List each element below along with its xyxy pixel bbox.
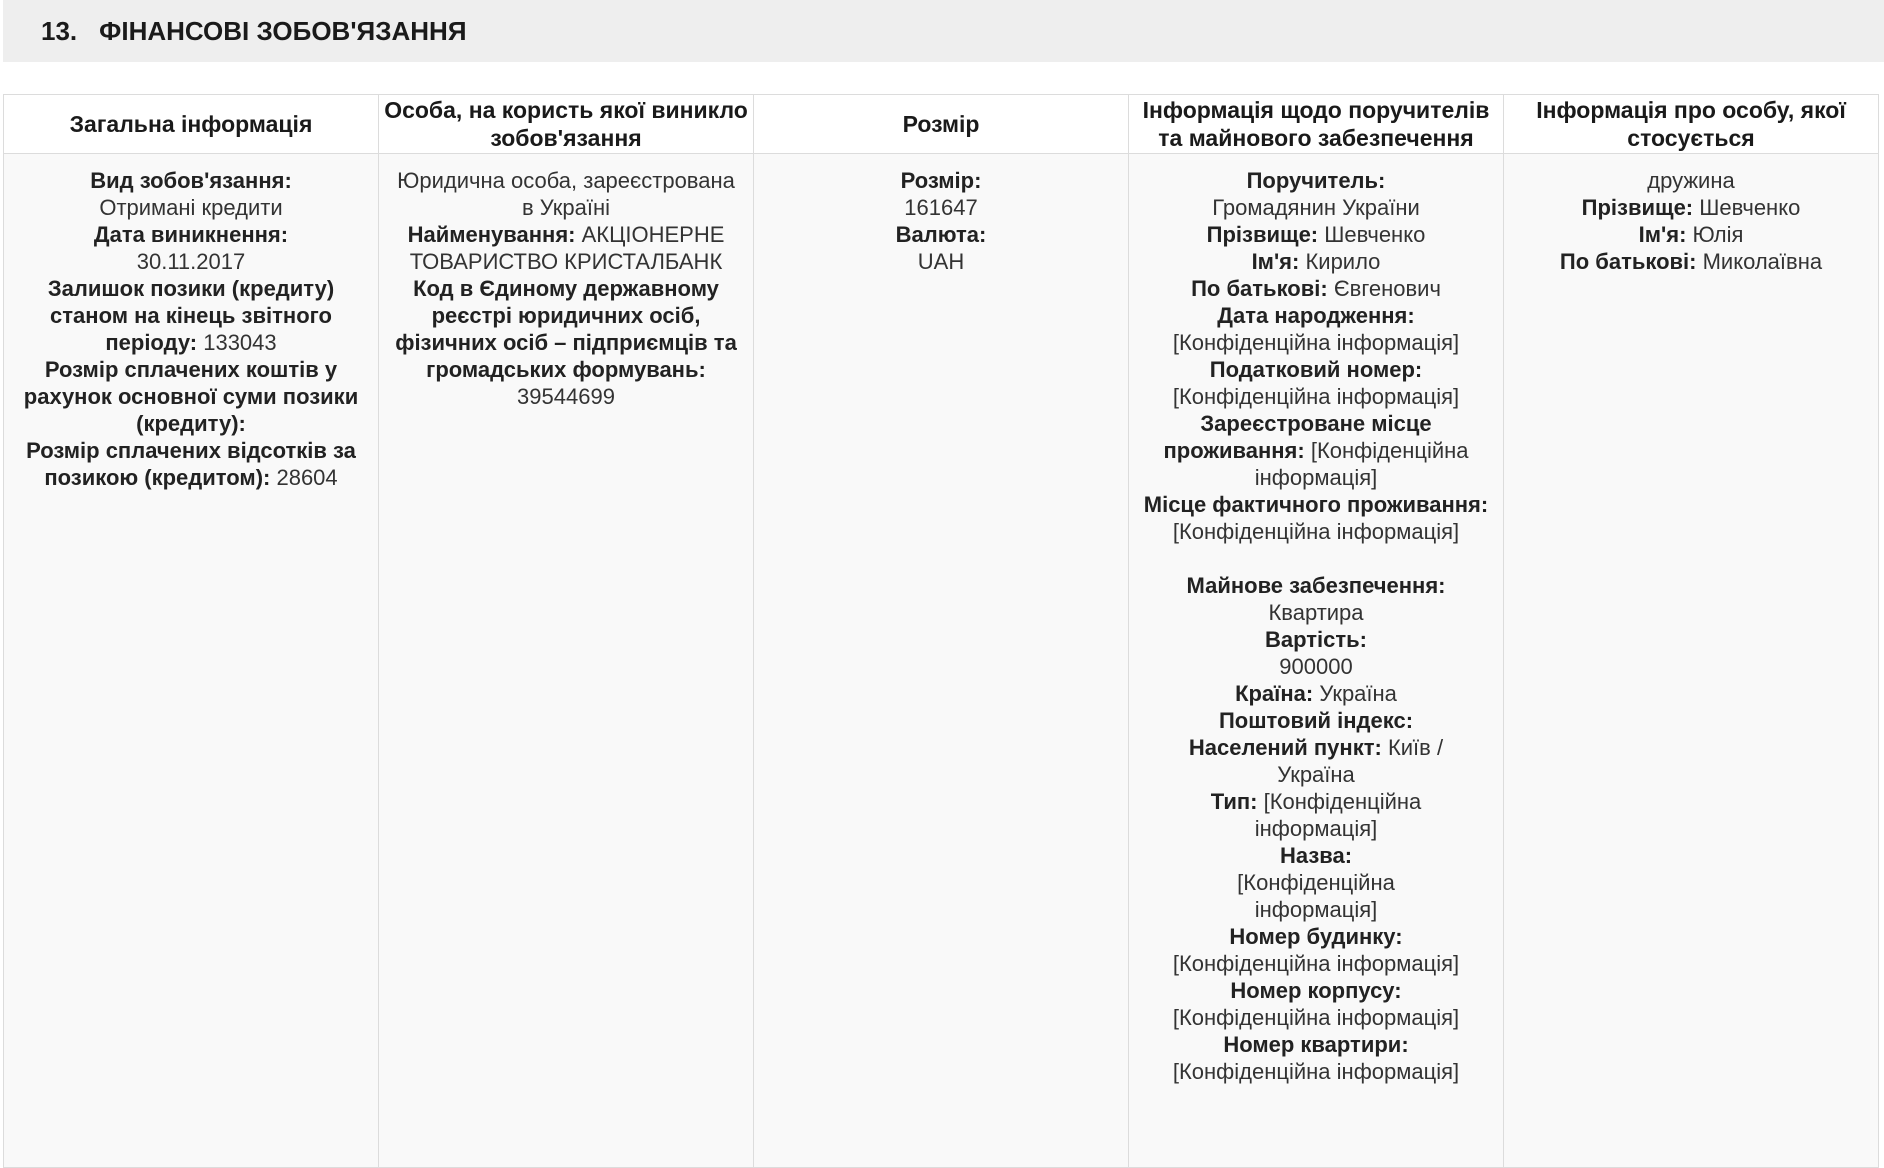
postal-code-label: Поштовий індекс:	[1218, 708, 1414, 733]
obligation-type-label: Вид зобов'язання:	[90, 168, 292, 193]
collateral-cost-label: Вартість:	[1264, 627, 1368, 652]
actual-address-label: Місце фактичного проживання:	[1143, 492, 1489, 517]
house-number-label: Номер будинку:	[1229, 924, 1403, 949]
birthdate-label: Дата народження:	[1217, 303, 1415, 328]
cell-creditor	[379, 154, 754, 1168]
column-header-guarantors: Інформація щодо поручителів та майнового забезпечення	[1129, 95, 1504, 154]
registered-address-value: [Конфіденційна інформація]	[1254, 438, 1469, 490]
creditor-code-label: Код в Єдиному державному реєстрі юридичних осіб, фізичних осіб – підприємців та громадських формувань:	[395, 276, 737, 382]
origin-date-value: 30.11.2017	[136, 249, 246, 274]
table-row	[4, 154, 1879, 1168]
guarantor-surname-label: Прізвище:	[1206, 222, 1319, 247]
creditor-name-value: АКЦІОНЕРНЕ ТОВАРИСТВО КРИСТАЛБАНК	[409, 222, 725, 274]
related-surname-value: Шевченко	[1699, 195, 1801, 220]
tax-number-value: [Конфіденційна інформація]	[1172, 384, 1460, 409]
financial-obligations-table	[3, 94, 1879, 1168]
column-header-general: Загальна інформація	[4, 95, 379, 154]
interest-paid-value: 28604	[276, 465, 338, 490]
cell-guarantors	[1129, 154, 1504, 1168]
related-surname-label: Прізвище:	[1581, 195, 1694, 220]
guarantor-label: Поручитель:	[1246, 168, 1386, 193]
column-header-related-person: Інформація про особу, якої стосується	[1504, 95, 1879, 154]
cell-amount	[754, 154, 1129, 1168]
section-title: ФІНАНСОВІ ЗОБОВ'ЯЗАННЯ	[99, 15, 467, 46]
section-header	[3, 0, 1884, 62]
country-value: Україна	[1319, 681, 1397, 706]
birthdate-value: [Конфіденційна інформація]	[1172, 330, 1460, 355]
amount-value: 161647	[904, 195, 978, 220]
collateral-label: Майнове забезпечення:	[1186, 573, 1446, 598]
creditor-name-label: Найменування:	[407, 222, 576, 247]
principal-paid-label: Розмір сплачених коштів у рахунок основної суми позики (кредиту):	[23, 357, 359, 436]
apartment-number-label: Номер квартири:	[1223, 1032, 1409, 1057]
currency-label: Валюта:	[895, 222, 987, 247]
amount-label: Розмір:	[900, 168, 982, 193]
street-name-value: [Конфіденційна інформація]	[1237, 870, 1395, 922]
relation-value: дружина	[1647, 168, 1735, 193]
country-label: Країна:	[1235, 681, 1314, 706]
related-patronymic-value: Миколаївна	[1702, 249, 1823, 274]
guarantor-patronymic-label: По батькові:	[1191, 276, 1328, 301]
street-type-label: Тип:	[1210, 789, 1258, 814]
locality-label: Населений пункт:	[1188, 735, 1382, 760]
origin-date-label: Дата виникнення:	[93, 222, 289, 247]
house-number-value: [Конфіденційна інформація]	[1172, 951, 1460, 976]
creditor-kind: Юридична особа, зареєстрована в Україні	[397, 168, 735, 220]
guarantor-value: Громадянин України	[1212, 195, 1420, 220]
tax-number-label: Податковий номер:	[1209, 357, 1423, 382]
balance-value: 133043	[203, 330, 277, 355]
registered-address-label: Зареєстроване місце проживання:	[1163, 411, 1432, 463]
guarantor-name-label: Ім'я:	[1251, 249, 1300, 274]
street-type-value: [Конфіденційна інформація]	[1254, 789, 1422, 841]
collateral-value: Квартира	[1268, 600, 1364, 625]
guarantor-name-value: Кирило	[1305, 249, 1381, 274]
guarantor-surname-value: Шевченко	[1324, 222, 1426, 247]
building-number-label: Номер корпусу:	[1230, 978, 1402, 1003]
cell-general	[4, 154, 379, 1168]
guarantor-patronymic-value: Євгенович	[1333, 276, 1441, 301]
actual-address-value: [Конфіденційна інформація]	[1172, 519, 1460, 544]
related-patronymic-label: По батькові:	[1559, 249, 1697, 274]
section-number: 13.	[41, 15, 78, 46]
cell-related-person	[1504, 154, 1879, 1168]
locality-value: Київ / Україна	[1277, 735, 1444, 787]
interest-paid-label: Розмір сплачених відсотків за позикою (кредитом):	[26, 438, 356, 490]
spacer	[1143, 545, 1489, 572]
obligation-type-value: Отримані кредити	[99, 195, 283, 220]
building-number-value: [Конфіденційна інформація]	[1172, 1005, 1460, 1030]
related-name-value: Юлія	[1692, 222, 1744, 247]
apartment-number-value: [Конфіденційна інформація]	[1172, 1059, 1460, 1084]
street-name-label: Назва:	[1279, 843, 1353, 868]
currency-value: UAH	[917, 249, 965, 274]
column-header-creditor: Особа, на користь якої виникло зобов'язання	[379, 95, 754, 154]
collateral-cost-value: 900000	[1279, 654, 1353, 679]
balance-label: Залишок позики (кредиту) станом на кінець звітного періоду:	[47, 276, 335, 355]
table-header-row	[4, 95, 1879, 154]
related-name-label: Ім'я:	[1638, 222, 1687, 247]
creditor-code-value: 39544699	[517, 384, 615, 409]
column-header-amount: Розмір	[754, 95, 1129, 154]
